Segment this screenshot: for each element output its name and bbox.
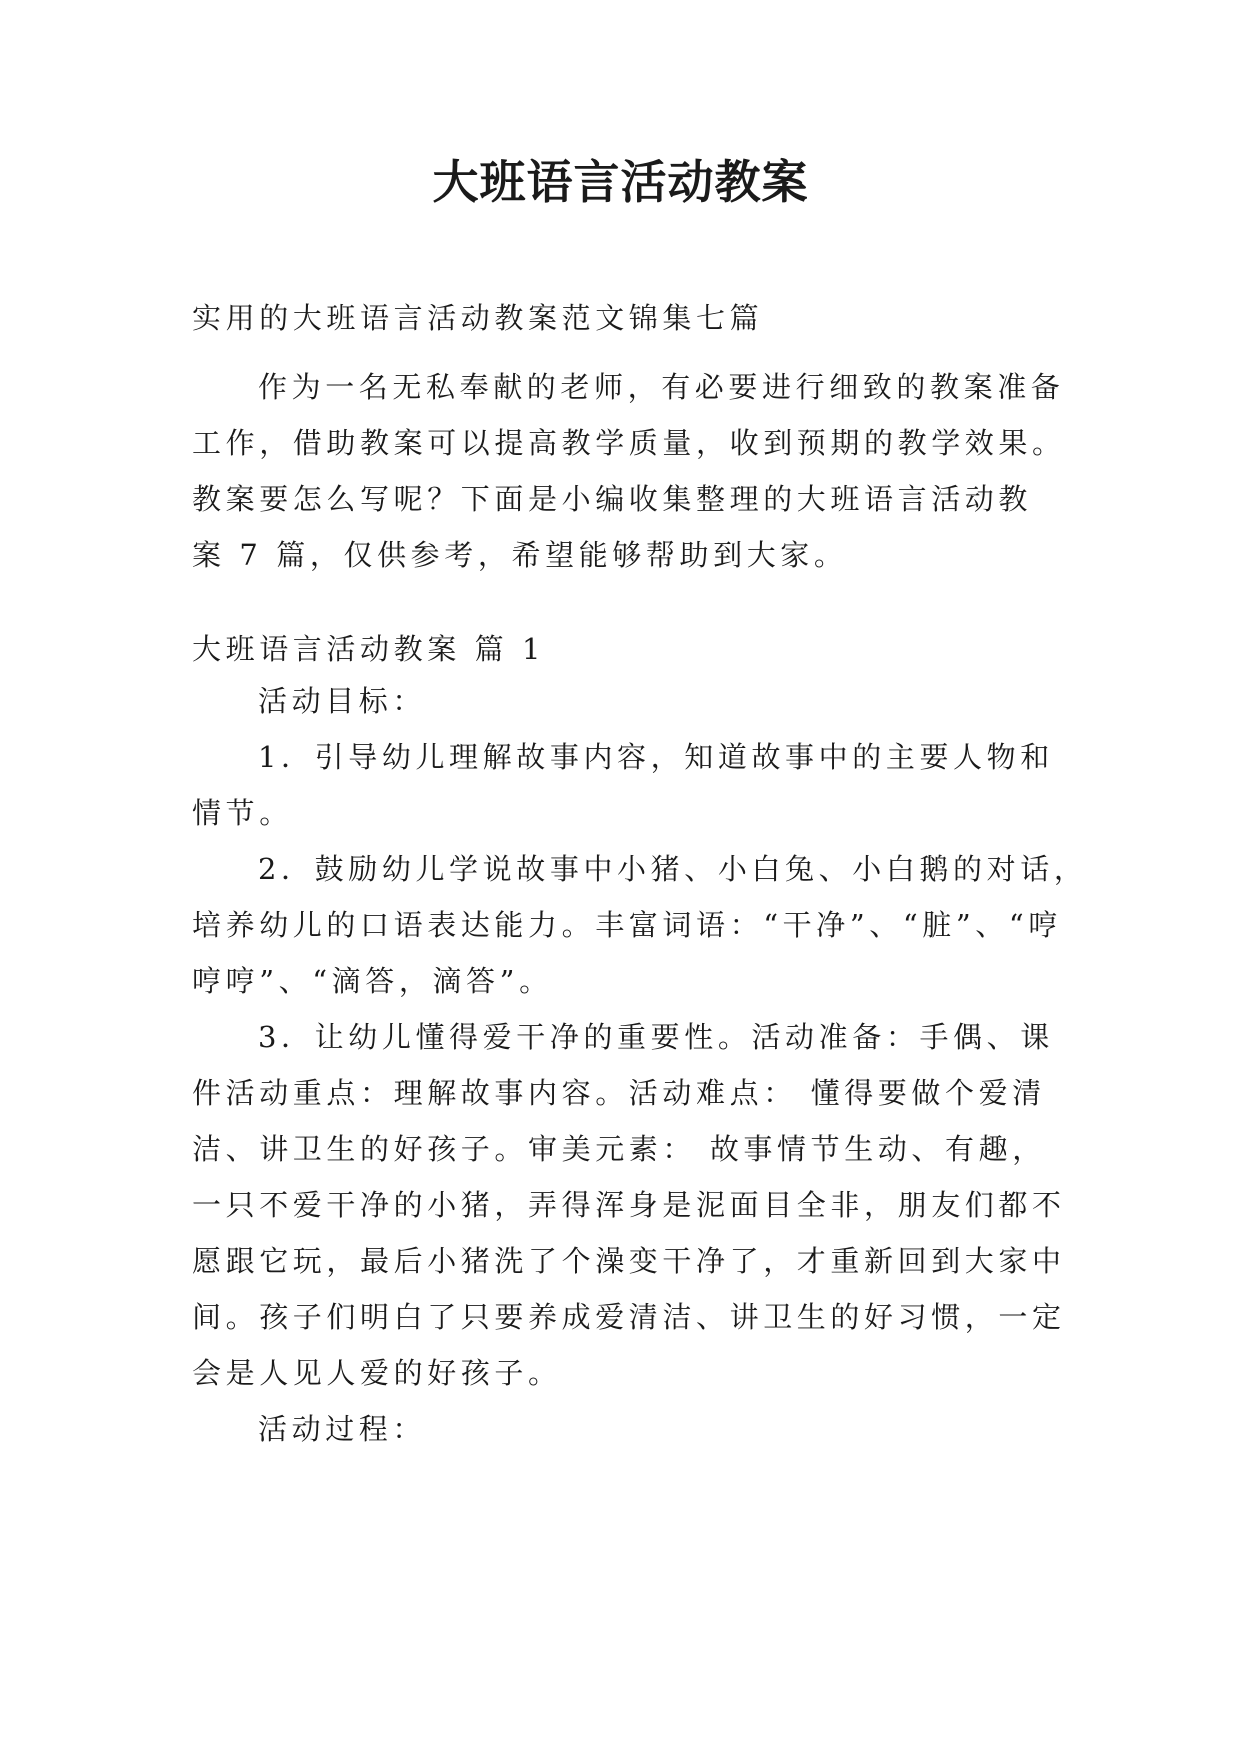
- goal-3-line-3: 洁、讲卫生的好孩子。审美元素： 故事情节生动、有趣，: [192, 1132, 1046, 1166]
- goal-3-line-1: 3．让幼儿懂得爱干净的重要性。活动准备：手偶、课: [258, 1020, 1054, 1054]
- document-title: 大班语言活动教案: [432, 155, 809, 209]
- goal-2-line-3: 哼哼”、“滴答，滴答”。: [192, 964, 553, 998]
- goal-3-line-6: 间。孩子们明白了只要养成爱清洁、讲卫生的好习惯，一定: [192, 1300, 1066, 1334]
- intro-line-1: 作为一名无私奉献的老师，有必要进行细致的教案准备: [258, 370, 1065, 404]
- goal-3-line-2: 件活动重点：理解故事内容。活动难点： 懂得要做个爱清: [192, 1076, 1046, 1110]
- goal-3-line-5: 愿跟它玩，最后小猪洗了个澡变干净了，才重新回到大家中: [192, 1244, 1066, 1278]
- goal-2-line-1: 2．鼓励幼儿学说故事中小猪、小白兔、小白鹅的对话，: [258, 852, 1088, 886]
- goal-2-line-2: 培养幼儿的口语表达能力。丰富词语：“干净”、“脏”、“哼: [192, 908, 1062, 942]
- goal-3-line-7: 会是人见人爱的好孩子。: [192, 1356, 562, 1390]
- section-heading: 大班语言活动教案 篇 1: [192, 632, 546, 666]
- intro-line-4: 案 7 篇，仅供参考，希望能够帮助到大家。: [192, 538, 848, 572]
- document-subtitle: 实用的大班语言活动教案范文锦集七篇: [192, 301, 764, 335]
- goal-3-line-4: 一只不爱干净的小猪，弄得浑身是泥面目全非，朋友们都不: [192, 1188, 1066, 1222]
- goal-label: 活动目标：: [258, 684, 427, 718]
- goal-1-line-1: 1．引导幼儿理解故事内容，知道故事中的主要人物和: [258, 740, 1054, 774]
- intro-line-3: 教案要怎么写呢？下面是小编收集整理的大班语言活动教: [192, 482, 1033, 516]
- intro-line-2: 工作，借助教案可以提高教学质量，收到预期的教学效果。: [192, 426, 1066, 460]
- process-label: 活动过程：: [258, 1412, 427, 1446]
- goal-1-line-2: 情节。: [192, 796, 293, 830]
